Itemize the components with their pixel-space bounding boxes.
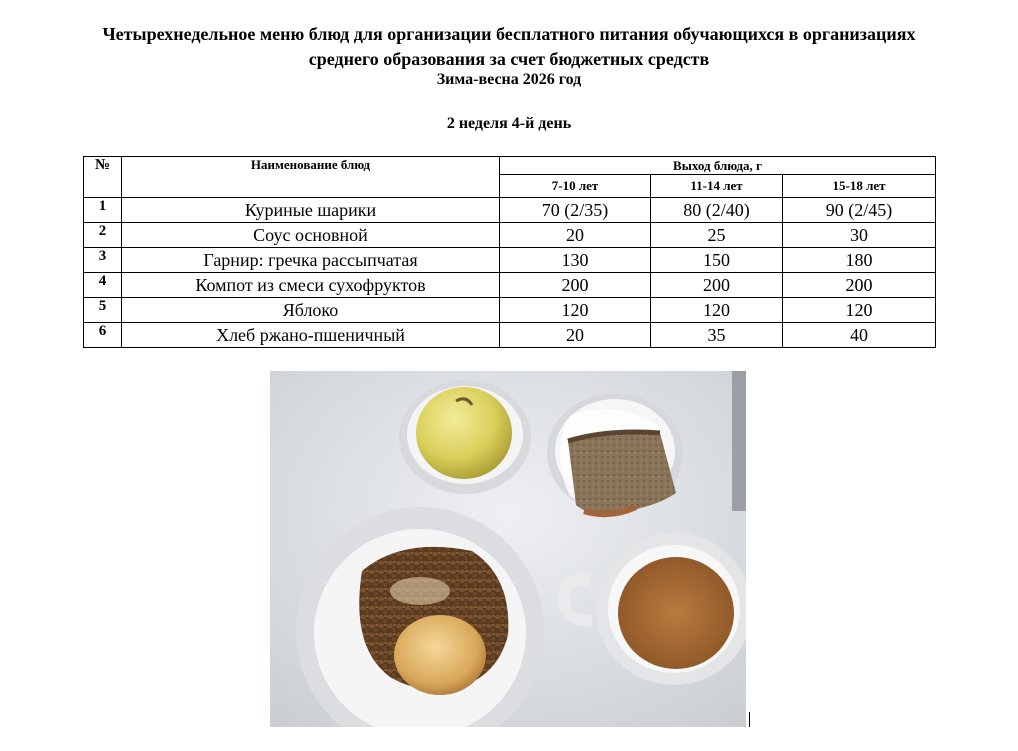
portion-11-14: 35 xyxy=(651,323,783,348)
dish-name: Яблоко xyxy=(122,298,500,323)
portion-15-18: 90 (2/45) xyxy=(783,198,936,223)
title-line-1: Четырехнедельное меню блюд для организации бесплатного питания обучающихся в организациях xyxy=(102,24,916,44)
portion-11-14: 80 (2/40) xyxy=(651,198,783,223)
season-label: Зима-весна 2026 год xyxy=(436,71,582,88)
portion-15-18: 40 xyxy=(783,323,936,348)
dish-name: Хлеб ржано-пшеничный xyxy=(122,323,500,348)
row-number: 2 xyxy=(84,223,122,248)
header-age-7-10: 7-10 лет xyxy=(500,175,651,198)
dish-name: Куриные шарики xyxy=(122,198,500,223)
portion-15-18: 200 xyxy=(783,273,936,298)
header-dish-name: Наименование блюд xyxy=(122,157,500,198)
bread-slice xyxy=(568,432,676,514)
row-number: 5 xyxy=(84,298,122,323)
row-number: 6 xyxy=(84,323,122,348)
title-line-2: среднего образования за счет бюджетных средств xyxy=(308,49,710,69)
table-row xyxy=(84,273,936,298)
portion-15-18: 120 xyxy=(783,298,936,323)
meal-photo xyxy=(270,371,746,727)
portion-11-14: 25 xyxy=(651,223,783,248)
table-row xyxy=(84,223,936,248)
header-age-11-14: 11-14 лет xyxy=(651,175,783,198)
portion-15-18: 30 xyxy=(783,223,936,248)
portion-7-10: 120 xyxy=(500,298,651,323)
portion-7-10: 20 xyxy=(500,223,651,248)
dish-name: Компот из смеси сухофруктов xyxy=(122,273,500,298)
apple xyxy=(416,387,512,479)
header-age-15-18: 15-18 лет xyxy=(783,175,936,198)
portion-11-14: 150 xyxy=(651,248,783,273)
table-row xyxy=(84,323,936,348)
table-row xyxy=(84,198,936,223)
row-number: 3 xyxy=(84,248,122,273)
table-row xyxy=(84,298,936,323)
menu-table xyxy=(83,156,936,348)
portion-7-10: 20 xyxy=(500,323,651,348)
portion-7-10: 130 xyxy=(500,248,651,273)
tea xyxy=(618,557,734,669)
chicken-ball xyxy=(394,615,486,695)
portion-7-10: 200 xyxy=(500,273,651,298)
week-day-label: 2 неделя 4-й день xyxy=(446,115,572,132)
dish-name: Соус основной xyxy=(122,223,500,248)
meal-photo-illustration xyxy=(270,371,746,727)
header-number: № xyxy=(84,157,122,198)
document-header xyxy=(0,22,1018,90)
portion-11-14: 200 xyxy=(651,273,783,298)
text-cursor xyxy=(749,712,750,727)
row-number: 4 xyxy=(84,273,122,298)
portion-11-14: 120 xyxy=(651,298,783,323)
header-output: Выход блюда, г xyxy=(500,157,936,175)
portion-7-10: 70 (2/35) xyxy=(500,198,651,223)
row-number: 1 xyxy=(84,198,122,223)
dish-name: Гарнир: гречка рассыпчатая xyxy=(122,248,500,273)
portion-15-18: 180 xyxy=(783,248,936,273)
table-row xyxy=(84,248,936,273)
